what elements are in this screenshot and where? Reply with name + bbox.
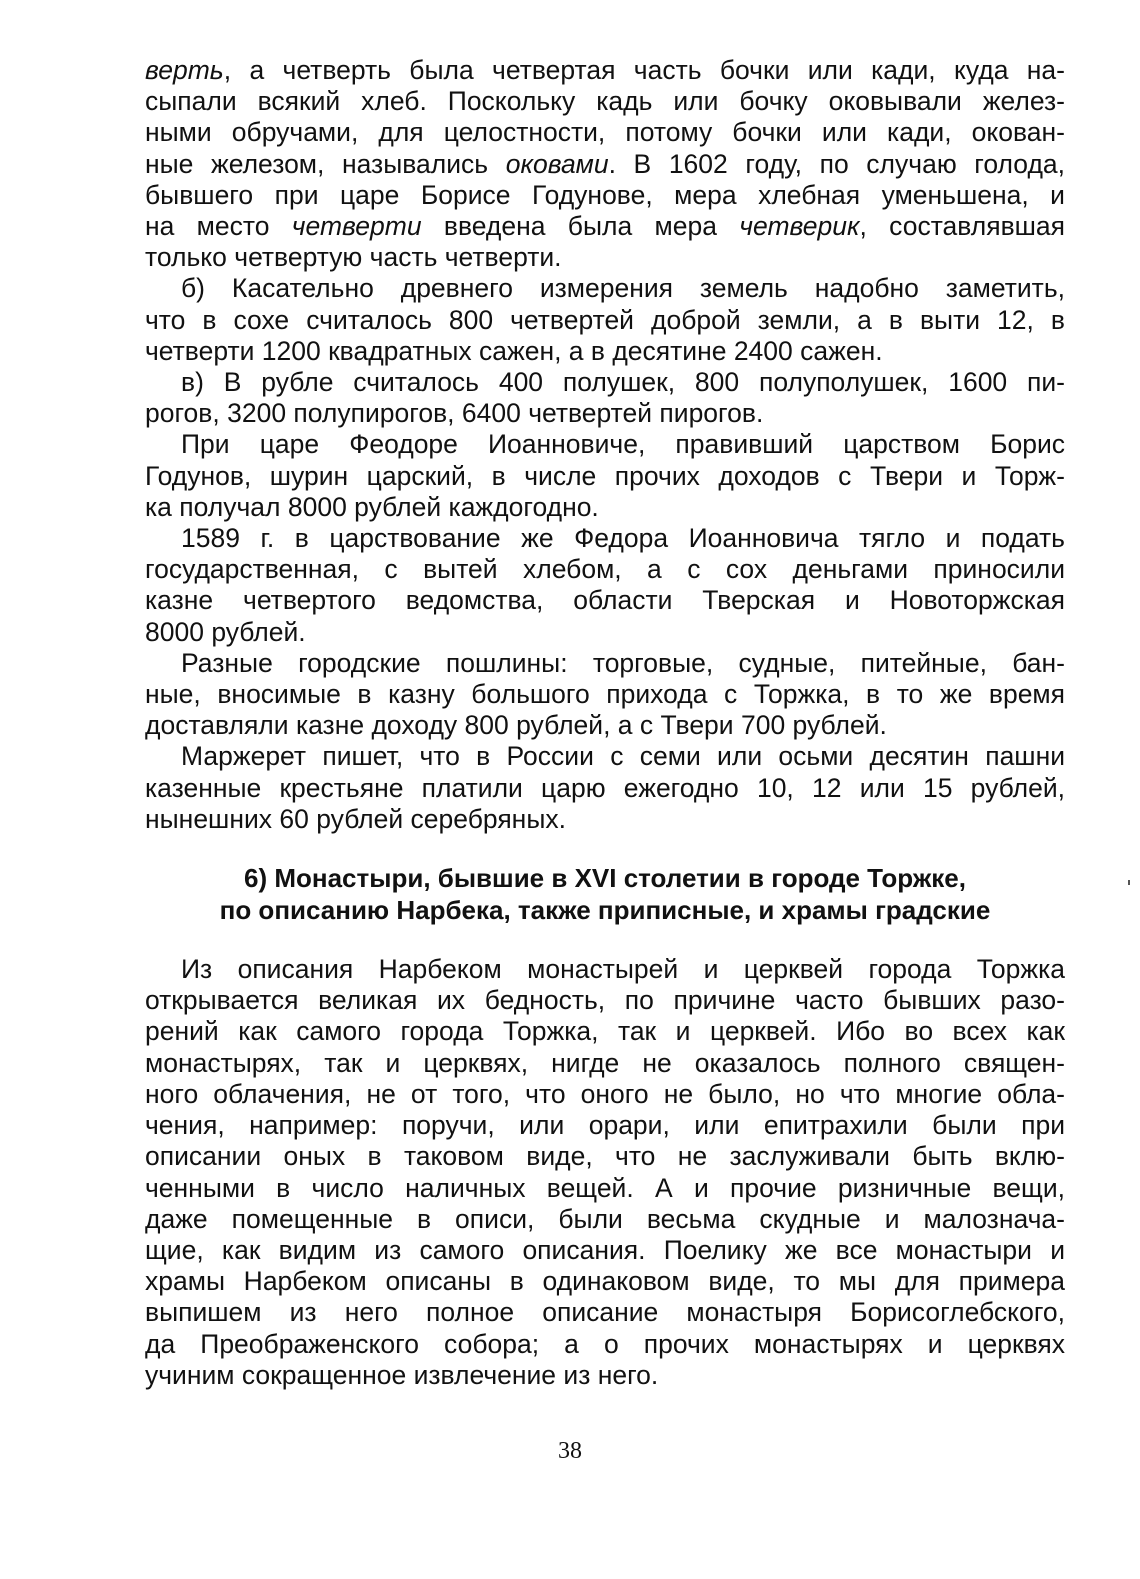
section-heading [145,863,1065,926]
italic-term: четверти [291,211,422,242]
text-line [145,1016,1065,1047]
text-segment: сыпали всякий хлеб. Поскольку кадь или бочку оковывали желез- [145,86,1065,117]
text-line [145,1173,1065,1204]
text-line [145,804,1065,835]
text-line [145,211,1065,242]
text-line [145,585,1065,616]
section-heading-line-1: 6) Монастыри, бывшие в XVI столетии в городе Торжке, [244,863,966,894]
text-segment: Разные городские пошлины: торговые, судные, питейные, бан- [181,647,1065,678]
text-line [145,273,1065,304]
text-segment: введена была мера [421,211,740,242]
text-section-after-heading [145,954,1065,1391]
text-segment: ного облачения, не от того, что оного не было, но что многие обла- [145,1078,1065,1109]
text-segment: четверти 1200 квадратных сажен, а в десятине 2400 сажен. [145,335,883,366]
text-segment: Из описания Нарбеком монастырей и церквей города Торжка [181,954,1065,985]
paragraph-p8 [145,954,1065,1391]
text-line [145,679,1065,710]
text-line [145,1048,1065,1079]
text-line [145,985,1065,1016]
text-line [145,429,1065,460]
paragraph-p4 [145,429,1065,523]
paragraph-p3 [145,367,1065,429]
text-segment: ные железом, назывались [145,148,506,179]
text-segment: что в сохе считалось 800 четвертей доброй земли, а в выти 12, в [145,304,1065,335]
text-line [145,242,1065,273]
text-segment: на место [145,211,292,242]
text-segment: ными обручами, для целостности, потому бочки или кади, окован- [145,117,1065,148]
text-segment: доставляли казне доходу 800 рублей, а с Твери 700 рублей. [145,710,887,741]
text-segment: храмы Нарбеком описаны в одинаковом виде, то мы для примера [145,1266,1065,1297]
text-segment: ченными в число наличных вещей. А и прочие ризничные вещи, [145,1172,1065,1203]
text-line [145,86,1065,117]
text-line [145,773,1065,804]
text-segment: щие, как видим из самого описания. Поелику же все монастыри и [145,1234,1065,1265]
text-segment: бывшего при царе Борисе Годунове, мера хлебная уменьшена, и [145,179,1065,210]
paragraph-p7 [145,741,1065,835]
page-body [145,55,1065,1391]
text-segment: казне четвертого ведомства, области Тверская и Новоторжская [145,585,1065,616]
text-segment: описании оных в таковом виде, что не заслуживали быть вклю- [145,1141,1065,1172]
text-line [145,617,1065,648]
text-segment: рений как самого города Торжка, так и церквей. Ибо во всех как [145,1016,1065,1047]
text-line [145,398,1065,429]
paragraph-p1 [145,55,1065,273]
text-segment: даже помещенные в описи, были весьма скудные и малознача- [145,1203,1065,1234]
text-segment: , составлявшая [859,211,1065,242]
text-segment: открывается великая их бедность, по причине часто бывших разо- [145,985,1065,1016]
italic-term: верть [145,55,224,85]
text-segment: б) Касательно древнего измерения земель надобно заметить, [181,273,1065,304]
text-line [145,461,1065,492]
text-segment: рогов, 3200 полупирогов, 6400 четвертей пирогов. [145,398,764,429]
text-segment: . В 1602 году, по случаю голода, [608,148,1066,179]
text-line [145,1266,1065,1297]
text-segment: Годунов, шурин царский, в числе прочих доходов с Твери и Торж- [145,460,1065,491]
text-line [145,1297,1065,1328]
text-line [145,149,1065,180]
text-line [145,1329,1065,1360]
text-segment: да Преображенского собора; а о прочих монастырях и церквях [145,1328,1065,1359]
text-segment: При царе Феодоре Иоанновиче, правивший царством Борис [181,429,1065,460]
text-segment: учиним сокращенное извлечение из него. [145,1359,659,1390]
text-line [145,55,1065,86]
text-line [145,523,1065,554]
text-line [145,1204,1065,1235]
text-segment: государственная, с вытей хлебом, а с сох деньгами приносили [145,554,1065,585]
text-line [145,305,1065,336]
text-segment: нынешних 60 рублей серебряных. [145,803,566,834]
paragraph-p5 [145,523,1065,648]
text-line [145,1079,1065,1110]
text-line [145,336,1065,367]
text-line [145,554,1065,585]
text-line [145,180,1065,211]
text-segment: 1589 г. в царствование же Федора Иоанновича тягло и подать [181,523,1065,554]
italic-term: четверик [739,211,860,242]
text-segment: монастырях, так и церквях, нигде не оказалось полного священ- [145,1047,1065,1078]
text-line [145,492,1065,523]
section-heading-line-2: по описанию Нарбека, также приписные, и храмы градские [219,894,991,925]
text-segment: Маржерет пишет, что в России с семи или осьми десятин пашни [181,741,1065,772]
text-line [145,954,1065,985]
text-segment: только четвертую часть четверти. [145,242,562,273]
text-line [145,367,1065,398]
page-number: 38 [558,1438,582,1464]
text-segment: , а четверть была четвертая часть бочки или кади, куда на- [223,55,1065,85]
text-line [145,117,1065,148]
text-segment: чения, например: поручи, или орари, или епитрахили были при [145,1110,1065,1141]
text-line [145,710,1065,741]
text-line [145,1141,1065,1172]
text-segment: казенные крестьяне платили царю ежегодно 10, 12 или 15 рублей, [145,772,1065,803]
text-section-before-heading [145,55,1065,835]
text-segment: ные, вносимые в казну большого прихода с Торжка, в то же время [145,679,1065,710]
text-line [145,1110,1065,1141]
text-segment: 8000 рублей. [145,616,306,647]
scan-artifact-mark [1128,880,1130,885]
text-segment: ка получал 8000 рублей каждогодно. [145,491,599,522]
text-line [145,741,1065,772]
text-line [145,648,1065,679]
text-line [145,1360,1065,1391]
text-segment: выпишем из него полное описание монастыря Борисоглебского, [145,1297,1065,1328]
italic-term: оковами [505,148,609,179]
paragraph-p2 [145,273,1065,367]
text-segment: в) В рубле считалось 400 полушек, 800 полуполушек, 1600 пи- [181,367,1065,398]
paragraph-p6 [145,648,1065,742]
text-line [145,1235,1065,1266]
